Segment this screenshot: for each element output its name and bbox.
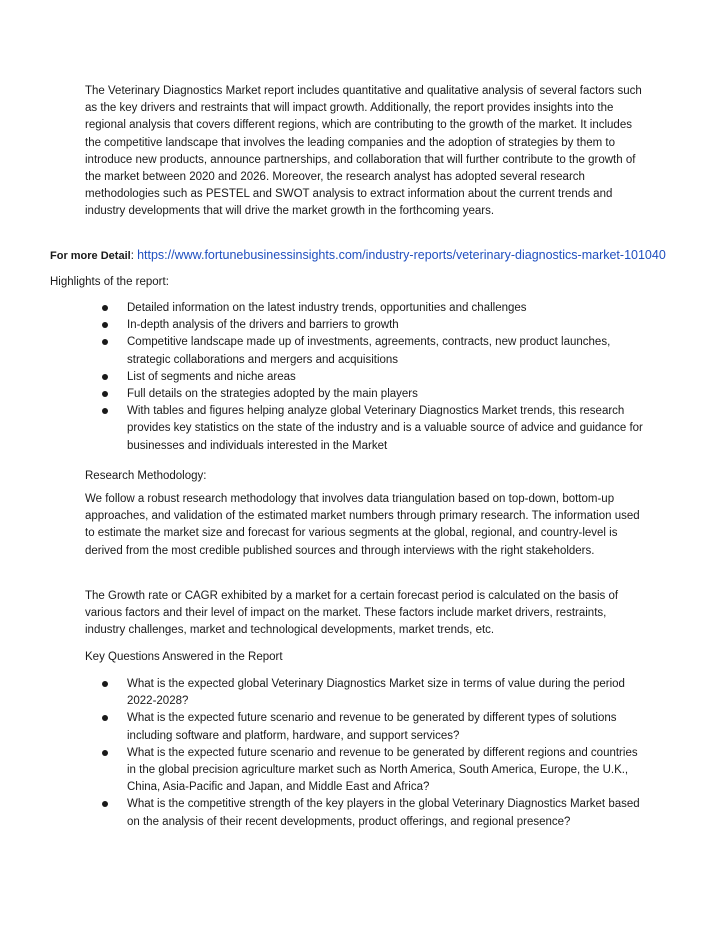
list-item: What is the expected future scenario and revenue to be generated by different regions and countries in the global precision agriculture market such as North America, South America, Europe, the U.K., China, Asia-Pacific and Japan, and Middle East and Africa? bbox=[85, 745, 645, 797]
growth-rate-paragraph: The Growth rate or CAGR exhibited by a market for a certain forecast period is calculated on the basis of various factors and their level of impact on the market. These factors include market drivers, restraints, industry challenges, market and technological developments, market trends, etc. bbox=[85, 590, 619, 637]
bullet-icon bbox=[102, 801, 108, 807]
bullet-icon bbox=[102, 681, 108, 687]
highlights-list bbox=[85, 300, 645, 455]
more-detail-label: For more Detail bbox=[50, 250, 131, 262]
bullet-icon bbox=[102, 750, 108, 756]
list-item: Detailed information on the latest industry trends, opportunities and challenges bbox=[85, 300, 645, 317]
list-item: Full details on the strategies adopted by the main players bbox=[85, 386, 645, 403]
list-item: With tables and figures helping analyze global Veterinary Diagnostics Market trends, this research provides key statistics on the state of the industry and is a valuable source of advice and guidance for businesses and individuals interested in the Market bbox=[85, 403, 645, 455]
more-detail-link[interactable]: https://www.fortunebusinessinsights.com/industry-reports/veterinary-diagnostics-market-101040 bbox=[137, 248, 666, 262]
list-item: What is the expected future scenario and revenue to be generated by different types of solutions including software and platform, hardware, and support services? bbox=[85, 710, 645, 744]
bullet-icon bbox=[102, 374, 108, 380]
more-detail-line bbox=[50, 245, 710, 266]
bullet-icon bbox=[102, 408, 108, 414]
list-item: In-depth analysis of the drivers and barriers to growth bbox=[85, 317, 645, 334]
bullet-icon bbox=[102, 339, 108, 345]
intro-paragraph: The Veterinary Diagnostics Market report includes quantitative and qualitative analysis of several factors such as the key drivers and restraints that will impact growth. Additionally, the report provides insights into the regional analysis that covers different regions, which are contributing to the growth of the market. It includes the competitive landscape that involves the leading companies and the adoption of strategies by them to introduce new products, announce partnerships, and collaboration that will further contribute to the growth of the market between 2020 and 2026. Moreover, the research analyst has adopted several research methodologies such as PESTEL and SWOT analysis to extract information about the current trends and industry developments that will drive the market growth in the forthcoming years. bbox=[85, 85, 642, 218]
bullet-icon bbox=[102, 715, 108, 721]
bullet-icon bbox=[102, 391, 108, 397]
research-methodology-heading: Research Methodology: bbox=[85, 470, 207, 482]
list-item: List of segments and niche areas bbox=[85, 369, 645, 386]
key-questions-heading: Key Questions Answered in the Report bbox=[85, 651, 283, 663]
more-detail-separator: : bbox=[130, 250, 138, 262]
bullet-icon bbox=[102, 305, 108, 311]
list-item: Competitive landscape made up of investments, agreements, contracts, new product launches, strategic collaborations and mergers and acquisitions bbox=[85, 334, 645, 368]
research-methodology-paragraph: We follow a robust research methodology that involves data triangulation based on top-down, bottom-up approaches, and validation of the estimated market numbers through primary research. The information used to estimate the market size and forecast for various segments at the global, regional, and country-level is derived from the most credible published sources and through interviews with the right stakeholders. bbox=[85, 493, 640, 557]
key-questions-list bbox=[85, 676, 645, 831]
list-item: What is the expected global Veterinary Diagnostics Market size in terms of value during the period 2022-2028? bbox=[85, 676, 645, 710]
bullet-icon bbox=[102, 322, 108, 328]
list-item: What is the competitive strength of the key players in the global Veterinary Diagnostics Market based on the analysis of their recent developments, product offerings, and regional presence? bbox=[85, 796, 645, 830]
highlights-heading: Highlights of the report: bbox=[50, 276, 169, 288]
